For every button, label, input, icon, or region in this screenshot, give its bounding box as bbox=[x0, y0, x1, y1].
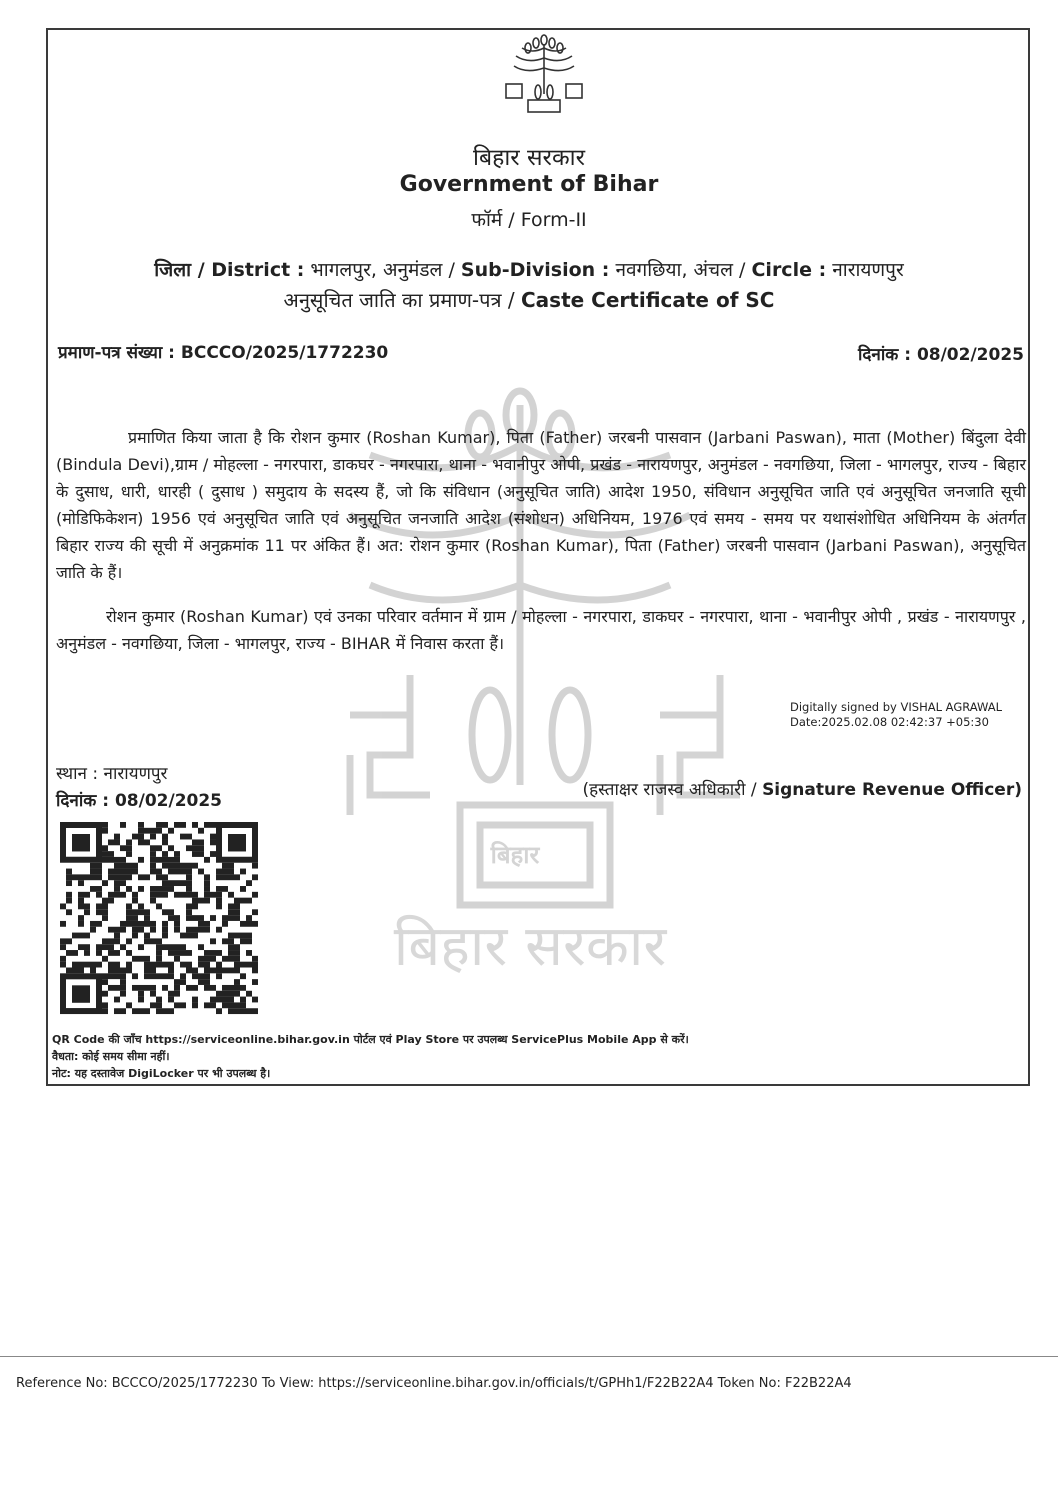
district-line bbox=[0, 256, 1058, 282]
certificate-title-english: Caste Certificate of SC bbox=[521, 288, 775, 312]
district-value: भागलपुर, bbox=[310, 259, 377, 281]
sign-date: दिनांक : 08/02/2025 bbox=[56, 791, 223, 811]
digital-signature bbox=[790, 700, 1002, 730]
signature-label-hindi: (हस्ताक्षर राजस्व अधिकारी / bbox=[582, 780, 757, 800]
footnote-digilocker: नोट: यह दस्तावेज DigiLocker पर भी उपलब्ध है। bbox=[52, 1067, 271, 1080]
form-label: फॉर्म / Form-II bbox=[471, 209, 587, 231]
bihar-emblem-icon bbox=[498, 34, 590, 114]
signature-label-english: Signature Revenue Officer) bbox=[762, 780, 1022, 800]
circle-value: नारायणपुर bbox=[832, 259, 904, 281]
digital-signature-date: Date:2025.02.08 02:42:37 +05:30 bbox=[790, 715, 989, 729]
certificate-title bbox=[0, 286, 1058, 313]
subdivision-hindi: अनुमंडल / bbox=[382, 259, 455, 281]
certificate-number: प्रमाण-पत्र संख्या : BCCCO/2025/1772230 bbox=[58, 343, 389, 363]
certificate-date: दिनांक : 08/02/2025 bbox=[857, 345, 1024, 365]
subdivision-label: Sub-Division : bbox=[460, 259, 610, 281]
qr-code-icon[interactable] bbox=[60, 822, 262, 1018]
footnote-qr-check: QR Code की जाँच https://serviceonline.bihar.gov.in पोर्टल एवं Play Store पर उपलब्ध ServicePlus Mobile App से करें। bbox=[52, 1033, 689, 1046]
district-label: जिला / District : bbox=[154, 259, 305, 281]
circle-label: Circle : bbox=[751, 259, 827, 281]
reference-line: Reference No: BCCCO/2025/1772230 To View: https://serviceonline.bihar.gov.in/officials/t/GPHh1/F22B22A4 Token No: F22B22A4 bbox=[16, 1376, 852, 1391]
signature-label bbox=[583, 777, 1023, 800]
subdivision-value: नवगछिया, अंचल / bbox=[615, 259, 746, 281]
watermark-text: बिहार सरकार bbox=[393, 914, 667, 979]
certificate-title-hindi: अनुसूचित जाति का प्रमाण-पत्र / bbox=[283, 288, 515, 312]
footnote-validity: वैधता: कोई समय सीमा नहीं। bbox=[52, 1050, 170, 1063]
watermark-emblem-text: बिहार bbox=[490, 841, 540, 869]
certificate-paragraph-2: रोशन कुमार (Roshan Kumar) एवं उनका परिवार वर्तमान में ग्राम / मोहल्ला - नगरपारा, डाकघर - नगरपारा, थाना - भवानीपुर ओपी , प्रखंड - नारायणपुर , अनुमंडल - नवगछिया, जिला - भागलपुर, राज्य - BIHAR में निवास करता हैं। bbox=[56, 607, 1026, 653]
header-english-title: Government of Bihar bbox=[399, 172, 659, 197]
header-hindi-title: बिहार सरकार bbox=[473, 145, 585, 171]
place: स्थान : नारायणपुर bbox=[56, 764, 168, 784]
digital-signature-name: Digitally signed by VISHAL AGRAWAL bbox=[790, 700, 1003, 714]
certificate-paragraph-1: प्रमाणित किया जाता है कि रोशन कुमार (Roshan Kumar), पिता (Father) जरबनी पासवान (Jarbani Paswan), माता (Mother) बिंदुला देवी (Bindula Devi),ग्राम / मोहल्ला - नगरपारा, डाकघर - नगरपारा, थाना - भवानीपुर ओपी, प्रखंड - नारायणपुर, अनुमंडल - नवगछिया, जिला - भागलपुर, राज्य - बिहार के दुसाध, धारी, धारही ( दुसाध ) समुदाय के सदस्य हैं, जो कि संविधान (अनुसूचित जाति) आदेश 1950, संविधान अनुसूचित जाति एवं अनुसूचित जनजाति सूची (मोडिफिकेशन) 1956 एवं अनुसूचित जाति एवं अनुसूचित जनजाति आदेश (संशोधन) अधिनियम, 1976 एवं समय - समय पर यथासंशोधित अधिनियम के अंतर्गत बिहार राज्य की सूची में अनुक्रमांक 11 पर अंकित हैं। अत: रोशन कुमार (Roshan Kumar), पिता (Father) जरबनी पासवान (Jarbani Paswan), अनुसूचित जाति के हैं। bbox=[56, 428, 1026, 582]
page-separator bbox=[0, 1356, 1058, 1357]
